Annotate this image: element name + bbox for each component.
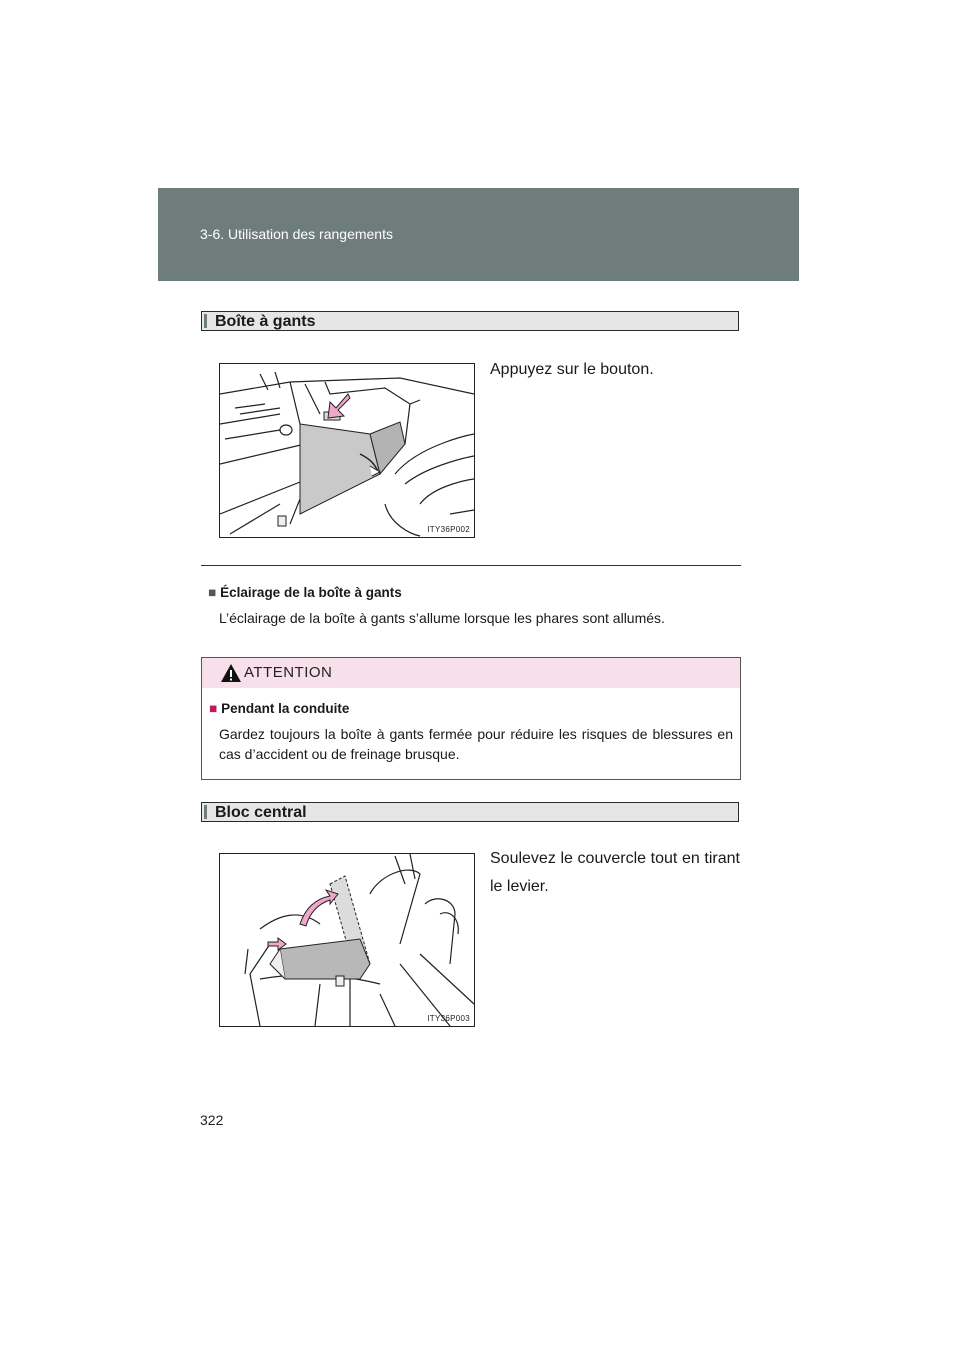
- page-number: 322: [200, 1112, 224, 1128]
- warning-heading: ■ Pendant la conduite: [209, 701, 350, 716]
- square-bullet-icon: ■: [208, 585, 217, 600]
- section-title-text: Boîte à gants: [215, 313, 316, 330]
- lighting-note-heading: ■ Éclairage de la boîte à gants: [208, 585, 402, 600]
- warning-box: [201, 657, 741, 780]
- console-box-instruction: Soulevez le couvercle tout en tirant le levier.: [490, 850, 740, 895]
- figure-code: ITY36P003: [427, 1014, 470, 1023]
- chapter-header: [158, 188, 799, 281]
- warning-triangle-icon: [220, 663, 242, 683]
- section-title-glove-box: [201, 311, 739, 331]
- square-bullet-icon: ■: [209, 701, 218, 716]
- section-title-bar: [204, 314, 207, 328]
- glove-box-illustration: [219, 363, 475, 538]
- console-box-illustration: [219, 853, 475, 1027]
- section-title-bar: [204, 805, 207, 819]
- warning-header: [202, 658, 740, 688]
- chapter-title: 3-6. Utilisation des rangements: [200, 226, 393, 242]
- warning-text: Gardez toujours la boîte à gants fermée pour réduire les risques de blessures en cas d’accident ou de freinage brusque.: [219, 726, 733, 762]
- warning-title: ATTENTION: [244, 664, 333, 681]
- divider: [201, 565, 741, 566]
- section-title-text: Bloc central: [215, 804, 307, 821]
- glove-box-instruction: Appuyez sur le bouton.: [490, 361, 654, 378]
- section-title-console-box: [201, 802, 739, 822]
- lighting-note-text: L’éclairage de la boîte à gants s’allume lorsque les phares sont allumés.: [219, 610, 665, 626]
- figure-code: ITY36P002: [427, 525, 470, 534]
